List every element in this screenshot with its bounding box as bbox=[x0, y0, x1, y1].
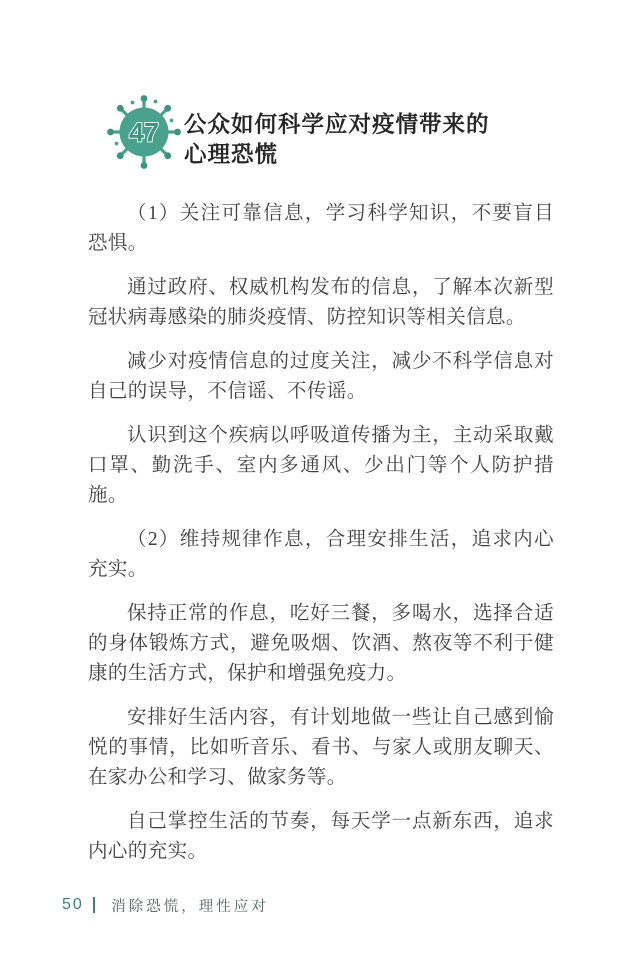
page-footer bbox=[62, 893, 269, 917]
paragraph: 通过政府、权威机构发布的信息，了解本次新型冠状病毒感染的肺炎疫情、防控知识等相关信息。 bbox=[88, 277, 554, 328]
footer-book-title: 消除恐慌，理性应对 bbox=[111, 898, 269, 915]
paragraph: 认识到这个疾病以呼吸道传播为主，主动采取戴口罩、勤洗手、室内多通风、少出门等个人防护措施。 bbox=[88, 425, 554, 506]
footer-divider-bar bbox=[93, 897, 96, 913]
chapter-title-line2: 心理恐慌 bbox=[184, 142, 279, 167]
page-body bbox=[88, 199, 554, 881]
paragraph: 保持正常的作息，吃好三餐，多喝水，选择合适的身体锻炼方式，避免吸烟、饮酒、熬夜等不利于健康的生活方式，保护和增强免疫力。 bbox=[88, 603, 554, 684]
paragraph: 安排好生活内容，有计划地做一些让自己感到愉悦的事情，比如听音乐、看书、与家人或朋友聊天、在家办公和学习、做家务等。 bbox=[88, 707, 554, 788]
chapter-title bbox=[184, 92, 490, 170]
paragraph: 自己掌控生活的节奏，每天学一点新东西，追求内心的充实。 bbox=[88, 811, 554, 862]
paragraph: （2）维持规律作息，合理安排生活，追求内心充实。 bbox=[88, 529, 554, 580]
paragraph: （1）关注可靠信息，学习科学知识，不要盲目恐惧。 bbox=[88, 203, 554, 254]
virus-icon bbox=[104, 92, 184, 172]
paragraph: 减少对疫情信息的过度关注，减少不科学信息对自己的误导，不信谣、不传谣。 bbox=[88, 351, 554, 402]
paragraph-list bbox=[88, 199, 554, 867]
chapter-header bbox=[104, 92, 490, 172]
chapter-title-line1: 公众如何科学应对疫情带来的 bbox=[184, 112, 490, 137]
chapter-number: 47 bbox=[128, 117, 160, 148]
page-number: 50 bbox=[62, 896, 84, 913]
